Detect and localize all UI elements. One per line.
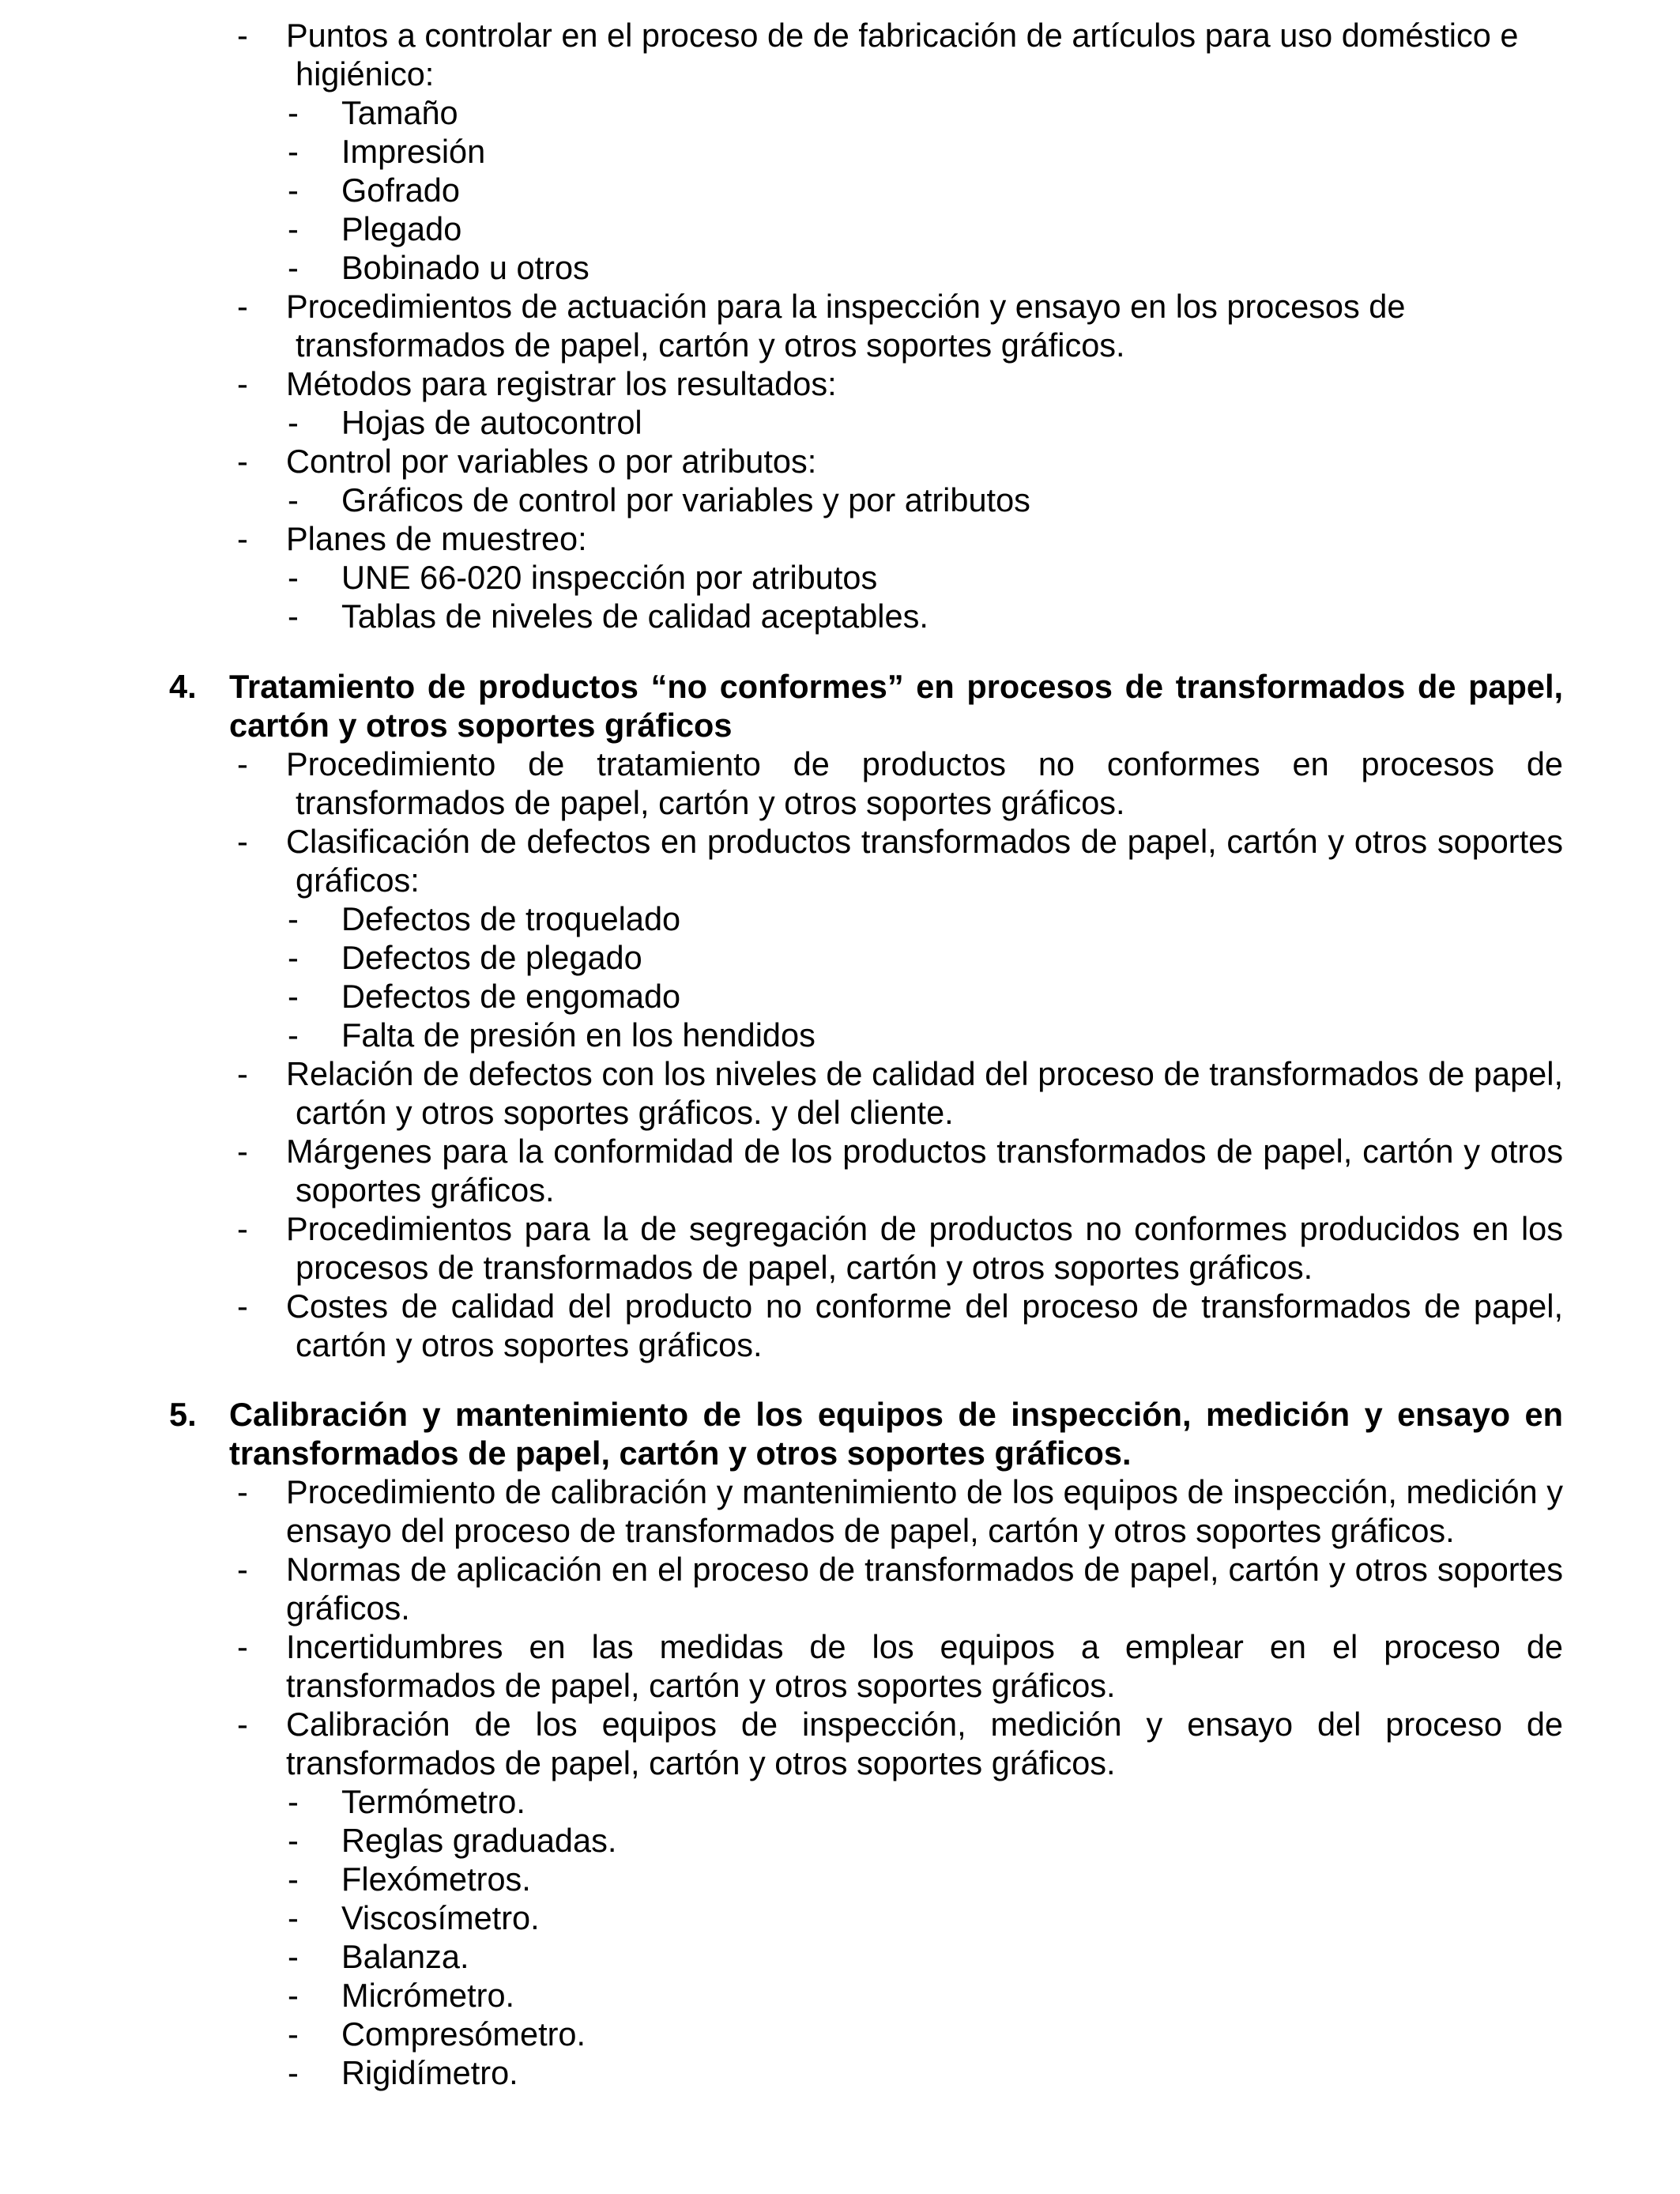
section-heading [0,1395,1563,1472]
list-item-text: Procedimientos de actuación para la inspección y ensayo en los procesos de transformados de papel, cartón y otros soportes gráficos. [286,288,1406,364]
intro-list [0,16,1680,635]
section-number: 5. [169,1396,197,1433]
sub-list-item [0,1821,1563,1860]
bullet-dash: - [237,1551,248,1588]
sub-list-item [0,132,1563,171]
list-item [0,442,1563,481]
sub-list-item [0,209,1563,248]
sub-list-item-text: Plegado [341,210,462,247]
bullet-dash: - [288,2054,299,2091]
sub-list-item-text: Defectos de engomado [341,978,681,1015]
bullet-dash: - [288,1860,299,1898]
sub-list-item-text: UNE 66-020 inspección por atributos [341,559,878,596]
sub-list-item [0,93,1563,132]
bullet-dash: - [288,1899,299,1936]
sub-list-item [0,899,1563,938]
sub-list-item [0,403,1563,442]
sub-list-item [0,481,1563,519]
sub-list-item-text: Micrómetro. [341,1977,515,2014]
bullet-dash: - [288,481,299,518]
sub-list-item [0,248,1563,287]
bullet-dash: - [237,1628,248,1665]
section-number: 4. [169,668,197,705]
sub-list-item-text: Gofrado [341,172,460,209]
bullet-dash: - [288,1016,299,1054]
bullet-dash: - [237,1055,248,1092]
bullet-dash: - [288,2015,299,2053]
list-item-text: Clasificación de defectos en productos transformados de papel, cartón y otros soportes gráficos: [286,823,1563,899]
list-item-text: Procedimiento de calibración y mantenimiento de los equipos de inspección, medición y ensayo del proceso de transformados de papel, cartón y otros soportes gráficos. [286,1473,1563,1549]
sub-list-item [0,1937,1563,1976]
sub-list-item-text: Defectos de plegado [341,939,642,976]
sub-list-item-text: Flexómetros. [341,1860,531,1898]
bullet-dash: - [237,1210,248,1247]
list-item [0,1472,1563,1550]
bullet-dash: - [288,133,299,170]
list-item-text: Costes de calidad del producto no conforme del proceso de transformados de papel, cartón y otros soportes gráficos. [286,1287,1563,1363]
section-title: Calibración y mantenimiento de los equipos de inspección, medición y ensayo en transformados de papel, cartón y otros soportes gráficos. [229,1396,1563,1472]
bullet-dash: - [288,172,299,209]
list-item-text: Control por variables o por atributos: [286,443,817,480]
sub-list-item-text: Defectos de troquelado [341,900,681,937]
bullet-dash: - [237,288,248,325]
sub-list-item [0,1898,1563,1937]
list-item-text: Puntos a controlar en el proceso de de fabricación de artículos para uso doméstico e higiénico: [286,17,1519,92]
list-item-text: Calibración de los equipos de inspección, medición y ensayo del proceso de transformados de papel, cartón y otros soportes gráficos. [286,1706,1563,1781]
list-item-text: Relación de defectos con los niveles de calidad del proceso de transformados de papel, cartón y otros soportes gráficos. y del cliente. [286,1055,1563,1131]
bullet-dash: - [288,559,299,596]
sub-list-item [0,977,1563,1016]
bullet-dash: - [237,520,248,557]
bullet-dash: - [288,939,299,976]
bullet-dash: - [237,1706,248,1743]
sub-list-item-text: Bobinado u otros [341,249,590,286]
bullet-dash: - [288,210,299,247]
sub-list-item [0,1860,1563,1898]
bullet-dash: - [288,1822,299,1859]
section-5 [0,1395,1680,2092]
list-item [0,1209,1563,1287]
bullet-dash: - [237,17,248,54]
list-item [0,287,1563,364]
bullet-dash: - [288,978,299,1015]
bullet-dash: - [288,900,299,937]
section-heading [0,667,1563,745]
bullet-dash: - [288,1938,299,1975]
sub-list-item-text: Impresión [341,133,486,170]
sub-list-item-text: Reglas graduadas. [341,1822,617,1859]
sub-list-item-text: Rigidímetro. [341,2054,518,2091]
bullet-dash: - [288,598,299,635]
sub-list-item-text: Tamaño [341,94,458,131]
bullet-dash: - [288,1783,299,1820]
list-item [0,1132,1563,1209]
sub-list-item [0,1016,1563,1054]
list-item [0,1287,1563,1364]
list-item [0,1705,1563,1782]
sub-list-item-text: Hojas de autocontrol [341,404,642,441]
bullet-dash: - [237,1133,248,1170]
sub-list-item [0,938,1563,977]
sub-list-item [0,2053,1563,2092]
bullet-dash: - [237,443,248,480]
sub-list-item [0,558,1563,597]
bullet-dash: - [288,249,299,286]
sub-list-item [0,2015,1563,2053]
list-item-text: Normas de aplicación en el proceso de transformados de papel, cartón y otros soportes gráficos. [286,1551,1563,1627]
list-item [0,1054,1563,1132]
sub-list-item-text: Balanza. [341,1938,469,1975]
list-item-text: Márgenes para la conformidad de los productos transformados de papel, cartón y otros soportes gráficos. [286,1133,1563,1208]
list-item-text: Métodos para registrar los resultados: [286,365,837,402]
list-item-text: Procedimientos para la de segregación de productos no conformes producidos en los procesos de transformados de papel, cartón y otros soportes gráficos. [286,1210,1563,1286]
bullet-dash: - [237,823,248,860]
sub-list-item [0,1976,1563,2015]
sub-list-item-text: Gráficos de control por variables y por atributos [341,481,1030,518]
list-item [0,364,1563,403]
list-item [0,16,1563,93]
bullet-dash: - [237,365,248,402]
sub-list-item-text: Viscosímetro. [341,1899,540,1936]
list-item [0,745,1563,822]
list-item [0,822,1563,899]
bullet-dash: - [237,745,248,782]
list-item-text: Planes de muestreo: [286,520,587,557]
bullet-dash: - [288,404,299,441]
bullet-dash: - [237,1287,248,1325]
sub-list-item [0,1782,1563,1821]
bullet-dash: - [237,1473,248,1510]
bullet-dash: - [288,1977,299,2014]
list-item [0,1627,1563,1705]
list-item-text: Incertidumbres en las medidas de los equipos a emplear en el proceso de transformados de papel, cartón y otros soportes gráficos. [286,1628,1563,1704]
sub-list-item-text: Compresómetro. [341,2015,586,2053]
sub-list-item [0,597,1563,635]
section-4 [0,667,1680,1364]
list-item [0,519,1563,558]
sub-list-item-text: Termómetro. [341,1783,525,1820]
bullet-dash: - [288,94,299,131]
list-item-text: Procedimiento de tratamiento de productos no conformes en procesos de transformados de papel, cartón y otros soportes gráficos. [286,745,1563,821]
sub-list-item [0,171,1563,209]
list-item [0,1550,1563,1627]
section-title: Tratamiento de productos “no conformes” en procesos de transformados de papel, cartón y otros soportes gráficos [229,668,1563,744]
sub-list-item-text: Falta de presión en los hendidos [341,1016,816,1054]
sub-list-item-text: Tablas de niveles de calidad aceptables. [341,598,929,635]
